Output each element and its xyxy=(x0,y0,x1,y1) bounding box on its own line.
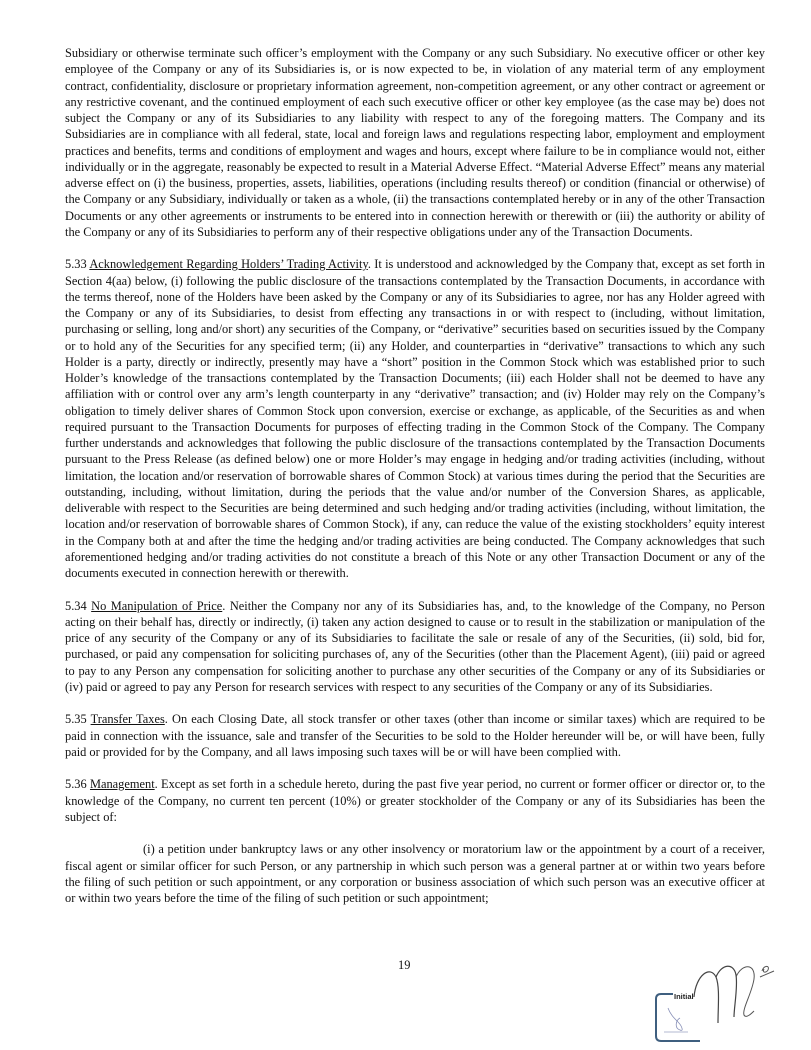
section-number: 5.34 xyxy=(65,598,87,613)
section-heading: Transfer Taxes xyxy=(90,712,165,727)
document-body xyxy=(65,45,765,923)
section-text: . On each Closing Date, all stock transfer or other taxes (other than income or similar taxes) which are required to be paid in connection with the issuance, sale and transfer of the Securities to be sold to the Holder hereunder will be, or will have been, fully paid or provided for by the Company, and all laws imposing such taxes will be or will have been complied with. xyxy=(65,712,766,759)
section-5-35 xyxy=(65,711,765,760)
section-5-36 xyxy=(65,776,765,825)
section-heading: Management xyxy=(89,777,155,792)
section-number: 5.36 xyxy=(65,777,87,792)
section-text: . It is understood and acknowledged by the Company that, except as set forth in Section 4(aa) below, (i) following the public disclosure of the transactions contemplated by the Transaction Documents, in accordance with the terms thereof, none of the Holders have been asked by the Company or any of its Subsidiaries to agree, nor has any Holder agreed with the Company or any of its Subsidiaries, to desist from effecting any transactions in or with respect to (including, without limitation, purchasing or selling, long and/or short) any securities of the Company, or “derivative” securities based on securities issued by the Company or to hold any of the Securities for any specified term; (ii) any Holder, and counterparties in “derivative” transactions to which any such Holder is a party, directly or indirectly, presently may have a “short” position in the Common Stock which was established prior to such Holder’s knowledge of the transactions contemplated by the Transaction Documents; (iii) each Holder shall not be deemed to have any affiliation with or control over any arm’s length counterparty in any “derivative” transaction; and (iv) Holder may rely on the Company’s obligation to timely deliver shares of Common Stock upon conversion, exercise or exchange, as applicable, of the Securities as and when required pursuant to the Transaction Documents for purposes of effecting trading in the Common Stock of the Company. The Company further understands and acknowledges that following the public disclosure of the transactions contemplated by the Transaction Documents pursuant to the Press Release (as defined below) one or more Holder’s may engage in hedging and/or trading activities (including, without limitation, the location and/or reservation of borrowable shares of Common Stock) at various times during the period that the Securities are outstanding, including, without limitation, during the periods that the value and/or number of the Conversion Shares, as applicable, deliverable with respect to the Securities are being determined and such hedging and/or trading activities (including, without limitation, the location and/or reservation of borrowable shares of Common Stock), if any, can reduce the value of the existing stockholders’ equity interest in the Company both at and after the time the hedging and/or trading activities are being conducted. The Company acknowledges that such aforementioned hedging and/or trading activities do not constitute a breach of this Note or any other Transaction Document or any of the documents executed in connection herewith or therewith. xyxy=(65,257,766,581)
section-5-33 xyxy=(65,256,765,581)
page-number: 19 xyxy=(398,958,411,972)
section-text: . Except as set forth in a schedule hereto, during the past five year period, no current or former officer or director or, to the knowledge of the Company, no current ten percent (10%) or greater stockholder of the Company or any of its Subsidiaries has been the subject of: xyxy=(65,777,765,824)
section-text: . Neither the Company nor any of its Subsidiaries has, and, to the knowledge of the Company, no Person acting on their behalf has, directly or indirectly, (i) taken any action designed to cause or to result in the stabilization or manipulation of the price of any security of the Company or any of its Subsidiaries to facilitate the sale or resale of any of the Securities, (ii) sold, bid for, purchased, or paid any compensation for soliciting purchases of, any of the Securities (other than the Placement Agent), (iii) paid or agreed to pay to any Person any compensation for soliciting another to purchase any other securities of the Company or any of its Subsidiaries or (iv) paid or agreed to pay any Person for research services with respect to any securities of the Company or any of its Subsidiaries. xyxy=(65,598,765,694)
section-number: 5.33 xyxy=(65,257,87,272)
section-5-34 xyxy=(65,598,765,696)
continuation-paragraph: Subsidiary or otherwise terminate such officer’s employment with the Company or any such Subsidiary. No executive officer or other key employee of the Company or any of its Subsidiaries is, or is now expected to be, in violation of any material term of any employment contract, confidentiality, disclosure or proprietary information agreement, non-competition agreement, or any other contract or agreement or any restrictive covenant, and the continued employment of each such executive officer or other key employee (as the case may be) does not subject the Company or any of its Subsidiaries to any liability with respect to any of the foregoing matters. The Company and its Subsidiaries are in compliance with all federal, state, local and foreign laws and regulations respecting labor, employment and employment practices and benefits, terms and conditions of employment and wages and hours, except where failure to be in compliance would not, either individually or in the aggregate, reasonably be expected to result in a Material Adverse Effect. “Material Adverse Effect” means any material adverse effect on (i) the business, properties, assets, liabilities, operations (including results thereof) or condition (financial or otherwise) of the Company or any Subsidiary, individually or taken as a whole, (ii) the transactions contemplated hereby or in any of the other Transaction Documents or any other agreements or instruments to be entered into in connection herewith or therewith or (iii) the authority or ability of the Company or any of its Subsidiaries to perform any of their respective obligations under any of the Transaction Documents. xyxy=(65,46,765,239)
section-heading: No Manipulation of Price xyxy=(91,598,223,613)
sub-paragraph-i: (i) a petition under bankruptcy laws or any other insolvency or moratorium law or the appointment by a court of a receiver, fiscal agent or similar officer for such Person, or any partnership in which such person was a general partner at or within two years before the filing of such petition or such appointment, or any corporation or business association of which such person was an executive officer at or within two years before the time of the filing of such petition or such appointment; xyxy=(65,842,765,906)
initial-label: Initial xyxy=(674,992,694,1001)
section-number: 5.35 xyxy=(65,712,87,727)
initial-stamp xyxy=(654,988,714,1044)
section-heading: Acknowledgement Regarding Holders’ Trading Activity xyxy=(89,257,368,272)
